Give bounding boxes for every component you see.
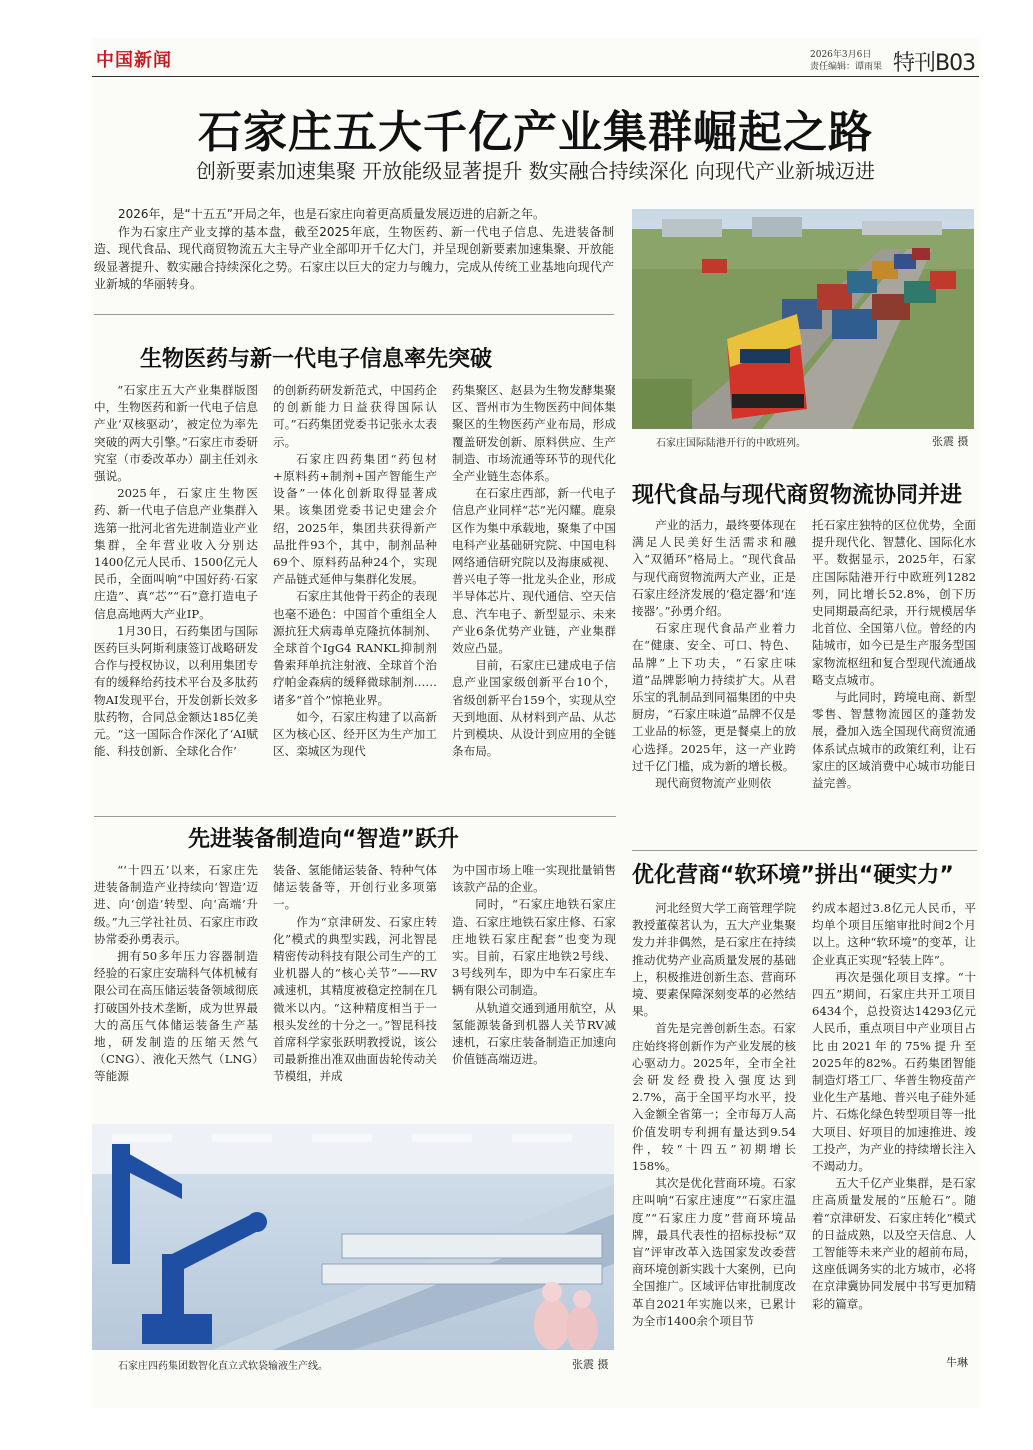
section-business-env-title: 优化营商“软环境”拼出“硬实力” xyxy=(632,863,954,888)
paragraph: “‘十四五’以来，石家庄先进装备制造产业持续向‘智造’迈进、向‘创造’转型、向‘高端’升级。”九三学社社员、石家庄市政协常委孙勇表示。 xyxy=(94,863,258,946)
factory-photo-caption: 石家庄四药集团数智化直立式软袋输液生产线。 xyxy=(118,1361,328,1372)
paragraph: 与此同时，跨境电商、新型零售、智慧物流园区的蓬勃发展，叠加入选全国现代商贸流通体系试点城市的政策红利，让石家庄的区域消费中心城市功能日益完善。 xyxy=(812,690,976,791)
section-food-logistics-title: 现代食品与现代商贸物流协同并进 xyxy=(632,483,963,508)
section-food-column-2 xyxy=(812,517,976,792)
train-illustration xyxy=(632,209,974,429)
paragraph: 石家庄现代食品产业着力在“健康、安全、可口、特色、品牌”上下功夫，“石家庄味道”品牌影响力持续扩大。从君乐宝的乳制品到同福集团的中央厨房，“石家庄味道”品牌不仅是工业品的标签，更是餐桌上的放心选择。2025年，这一产业跨过千亿门槛，成为新的增长极。 xyxy=(632,621,796,773)
paragraph: 石家庄四药集团“药包材+原料药+制剂+国产智能生产设备”一体化创新取得显著成果。该集团党委书记史建会介绍，2025年，集团共获得新产品批件93个，其中，制剂品种69个、原料药品种24个，实现产品链式延伸与集群化发展。 xyxy=(273,451,437,587)
section-biomed-title: 生物医药与新一代电子信息率先突破 xyxy=(140,347,493,372)
article-author: 牛琳 xyxy=(946,1356,968,1369)
paragraph: 产业的活力，最终要体现在满足人民美好生活需求和融入“双循环”格局上。“现代食品与现代商贸物流两大产业，正是石家庄经济发展的‘稳定器’和‘连接器’。”孙勇介绍。 xyxy=(632,518,796,619)
train-photo-credit: 张震 摄 xyxy=(932,435,969,448)
section-equipment-column-3 xyxy=(452,862,616,1068)
intro-text xyxy=(94,206,614,294)
train-photo-caption: 石家庄国际陆港开行的中欧班列。 xyxy=(656,438,806,449)
factory-photo xyxy=(92,1124,614,1350)
date-info xyxy=(810,49,882,73)
section-equipment-column-1 xyxy=(94,862,258,1086)
paragraph: 石家庄其他骨干药企的表现也毫不逊色：中国首个重组全人源抗狂犬病毒单克隆抗体制剂、全球首个IgG4 RANKL抑制剂鲁索拜单抗注射液、全球首个治疗帕金森病的缓释微球制剂……诸多“首个”惊艳业界。 xyxy=(273,589,437,707)
section-business-column-1 xyxy=(632,900,796,1330)
paragraph: 五大千亿产业集群，是石家庄高质量发展的“压舱石”。随着“京津研发、石家庄转化”模式的日益成熟，以及空天信息、人工智能等未来产业的超前布局，这座低调务实的北方城市，必将在京津冀协同发展中书写更加精彩的篇章。 xyxy=(812,1176,976,1311)
section-equipment-title: 先进装备制造向“智造”跃升 xyxy=(188,827,459,852)
paragraph: 河北经贸大学工商管理学院教授董葆茗认为，五大产业集聚发力并非偶然，是石家庄在持续推动优势产业高质量发展的基础上，积极推进创新生态、营商环境、要素保障深刻变革的必然结果。 xyxy=(632,901,796,1019)
factory-photo-credit: 张震 摄 xyxy=(572,1358,609,1371)
paragraph: 1月30日，石药集团与国际医药巨头阿斯利康签订战略研发合作与授权协议，以利用集团专有的缓释给药技术平台及多肽药物AI发现平台，开发创新长效多肽药物，合同总金额达185亿美元。“这一国际合作深化了‘AI赋能、科技创新、全球化合作’ xyxy=(94,623,258,759)
paragraph: 拥有50多年压力容器制造经验的石家庄安瑞科气体机械有限公司在高压储运装备领域彻底打破国外技术垄断，成为世界最大的高压气体储运装备生产基地，研发制造的压缩天然气（CNG）、液化天然气（LNG）等能源 xyxy=(94,949,258,1084)
paragraph: 的创新药研发新范式，中国药企的创新能力日益获得国际认可。”石药集团党委书记张永太表示。 xyxy=(273,383,437,449)
paragraph: 托石家庄独特的区位优势，全面提升现代化、智慧化、国际化水平。数据显示，2025年，石家庄国际陆港开行中欧班列1282列，同比增长52.8%，创下历史同期最高纪录，开行规模居华北首位、全国第八位。曾经的内陆城市，如今已是生产服务型国家物流枢纽和复合型现代流通战略支点城市。 xyxy=(812,518,976,687)
paragraph: 2025年，石家庄生物医药、新一代电子信息产业集群入选第一批河北省先进制造业产业集群，全年营业收入分别达1400亿元人民币、1500亿元人民币，全面叫响“中国好药·石家庄造”、真“芯”“石”意打造电子信息高地两大产业IP。 xyxy=(94,486,258,621)
paragraph: 从轨道交通到通用航空，从氢能源装备到机器人关节RV减速机，石家庄装备制造正加速向价值链高端迈进。 xyxy=(452,1000,616,1067)
section-biomed-column-2 xyxy=(273,382,437,760)
paragraph: 药集聚区、赵县为生物发酵集聚区、晋州市为生物医药中间体集聚区的生物医药产业布局，形成覆盖研发创新、原料供应、生产制造、市场流通等环节的现代化全产业链生态体系。 xyxy=(452,383,616,484)
paragraph: 约成本超过3.8亿元人民币，平均单个项目压缩审批时间2个月以上。这种“软环境”的变革，让企业真正实现“轻装上阵”。 xyxy=(812,901,976,967)
editor-credit: 责任编辑：谭雨果 xyxy=(810,62,883,72)
paragraph: 为中国市场上唯一实现批量销售该款产品的企业。 xyxy=(452,863,616,895)
section-biomed-column-1 xyxy=(94,382,258,760)
paragraph: 如今，石家庄构建了以高新区为核心区、经开区为生产加工区、栾城区为现代 xyxy=(273,709,437,759)
paragraph: 再次是强化项目支撑。“十四五”期间，石家庄共开工项目6434个，总投资达14293亿元人民币，重点项目中产业项目占比由2021年的75%提升至2025年的82%。石药集团智能制造灯塔工厂、华普生物疫苗产业化生产基地、普兴电子硅外延片、石炼化绿色转型项目等一批大项目、好项目的加速推进、竣工投产，为产业的持续增长注入不竭动力。 xyxy=(812,969,976,1174)
paragraph: 首先是完善创新生态。石家庄始终将创新作为产业发展的核心驱动力。2025年，全市全社会研发经费投入强度达到2.7%，高于全国平均水平，投入金额全省第一；全市每万人高价值发明专利拥有量达到9.54件，较“十四五”初期增长158%。 xyxy=(632,1021,796,1174)
intro-divider xyxy=(94,314,614,315)
section3-divider xyxy=(94,816,616,817)
paragraph: “石家庄五大产业集群版图中，生物医药和新一代电子信息产业‘双核驱动’，被定位为率先突破的两大引擎。”石家庄市委研究室（市委改革办）副主任刘永强说。 xyxy=(94,383,258,484)
paragraph: 作为“京津研发、石家庄转化”模式的典型实践，河北智昆精密传动科技有限公司生产的工业机器人的“核心关节”——RV减速机，其精度被稳定控制在几微米以内。“这种精度相当于一根头发丝的十分之一。”智昆科技首席科学家张跃明教授说，该公司最新推出准双曲面齿轮传动关节模组，并成 xyxy=(273,914,437,1084)
paragraph: 现代商贸物流产业则依 xyxy=(655,776,772,791)
section-equipment-column-2 xyxy=(273,862,437,1086)
section4-divider xyxy=(632,850,977,851)
intro-paragraph-2: 作为石家庄产业支撑的基本盘，截至2025年底，生物医药、新一代电子信息、先进装备制造、现代食品、现代商贸物流五大主导产业全部叩开千亿大门，并呈现创新要素加速集聚、开放能级显著提升、数实融合持续深化之势。石家庄以巨大的定力与魄力，完成从传统工业基地向现代产业新城的华丽转身。 xyxy=(94,224,614,291)
paragraph: 其次是优化营商环境。石家庄叫响“石家庄速度”“石家庄温度”“石家庄力度”营商环境品牌，最具代表性的招标投标“双盲”评审改革入选国家发改委营商环境创新实践十大案例，已向全国推广。区域评估审批制度改革自2021年实施以来，已累计为全市1400余个项目节 xyxy=(632,1176,796,1328)
intro-paragraph-1: 2026年，是“十五五”开局之年，也是石家庄向着更高质量发展迈进的启新之年。 xyxy=(118,207,545,221)
main-headline: 石家庄五大千亿产业集群崛起之路 xyxy=(198,107,873,158)
section-label: 特刊B03 xyxy=(893,51,976,76)
issue-date: 2026年3月6日 xyxy=(810,50,872,60)
paragraph: 在石家庄西部，新一代电子信息产业同样“芯”光闪耀。鹿泉区作为集中承载地，聚集了中国电科产业基础研究院、中国电科网络通信研究院以及海康威视、普兴电子等一批龙头企业，形成半导体芯片、现代通信、空天信息、汽车电子、新型显示、未来产业6条优势产业链，产业集群效应凸显。 xyxy=(452,486,616,656)
paragraph: 同时，“石家庄地铁石家庄造、石家庄地铁石家庄修、石家庄地铁石家庄配套”也变为现实。目前，石家庄地铁2号线、3号线列车，即为中车石家庄车辆有限公司制造。 xyxy=(452,897,616,998)
newspaper-logo: 中国新闻 xyxy=(96,50,172,71)
section-business-column-2 xyxy=(812,900,976,1313)
header-rule xyxy=(92,76,979,77)
section-food-column-1 xyxy=(632,517,796,792)
factory-illustration xyxy=(92,1124,614,1350)
paragraph: 目前，石家庄已建成电子信息产业国家级创新平台10个，省级创新平台159个，实现从空天到地面、从材料到产品、从芯片到模块、从设计到应用的全链条布局。 xyxy=(452,658,616,759)
train-photo xyxy=(632,209,974,429)
paragraph: 装备、氢能储运装备、特种气体储运装备等，开创行业多项第一。 xyxy=(273,863,437,912)
section-biomed-column-3 xyxy=(452,382,616,760)
sub-headline: 创新要素加速集聚 开放能级显著提升 数实融合持续深化 向现代产业新城迈进 xyxy=(195,159,876,183)
